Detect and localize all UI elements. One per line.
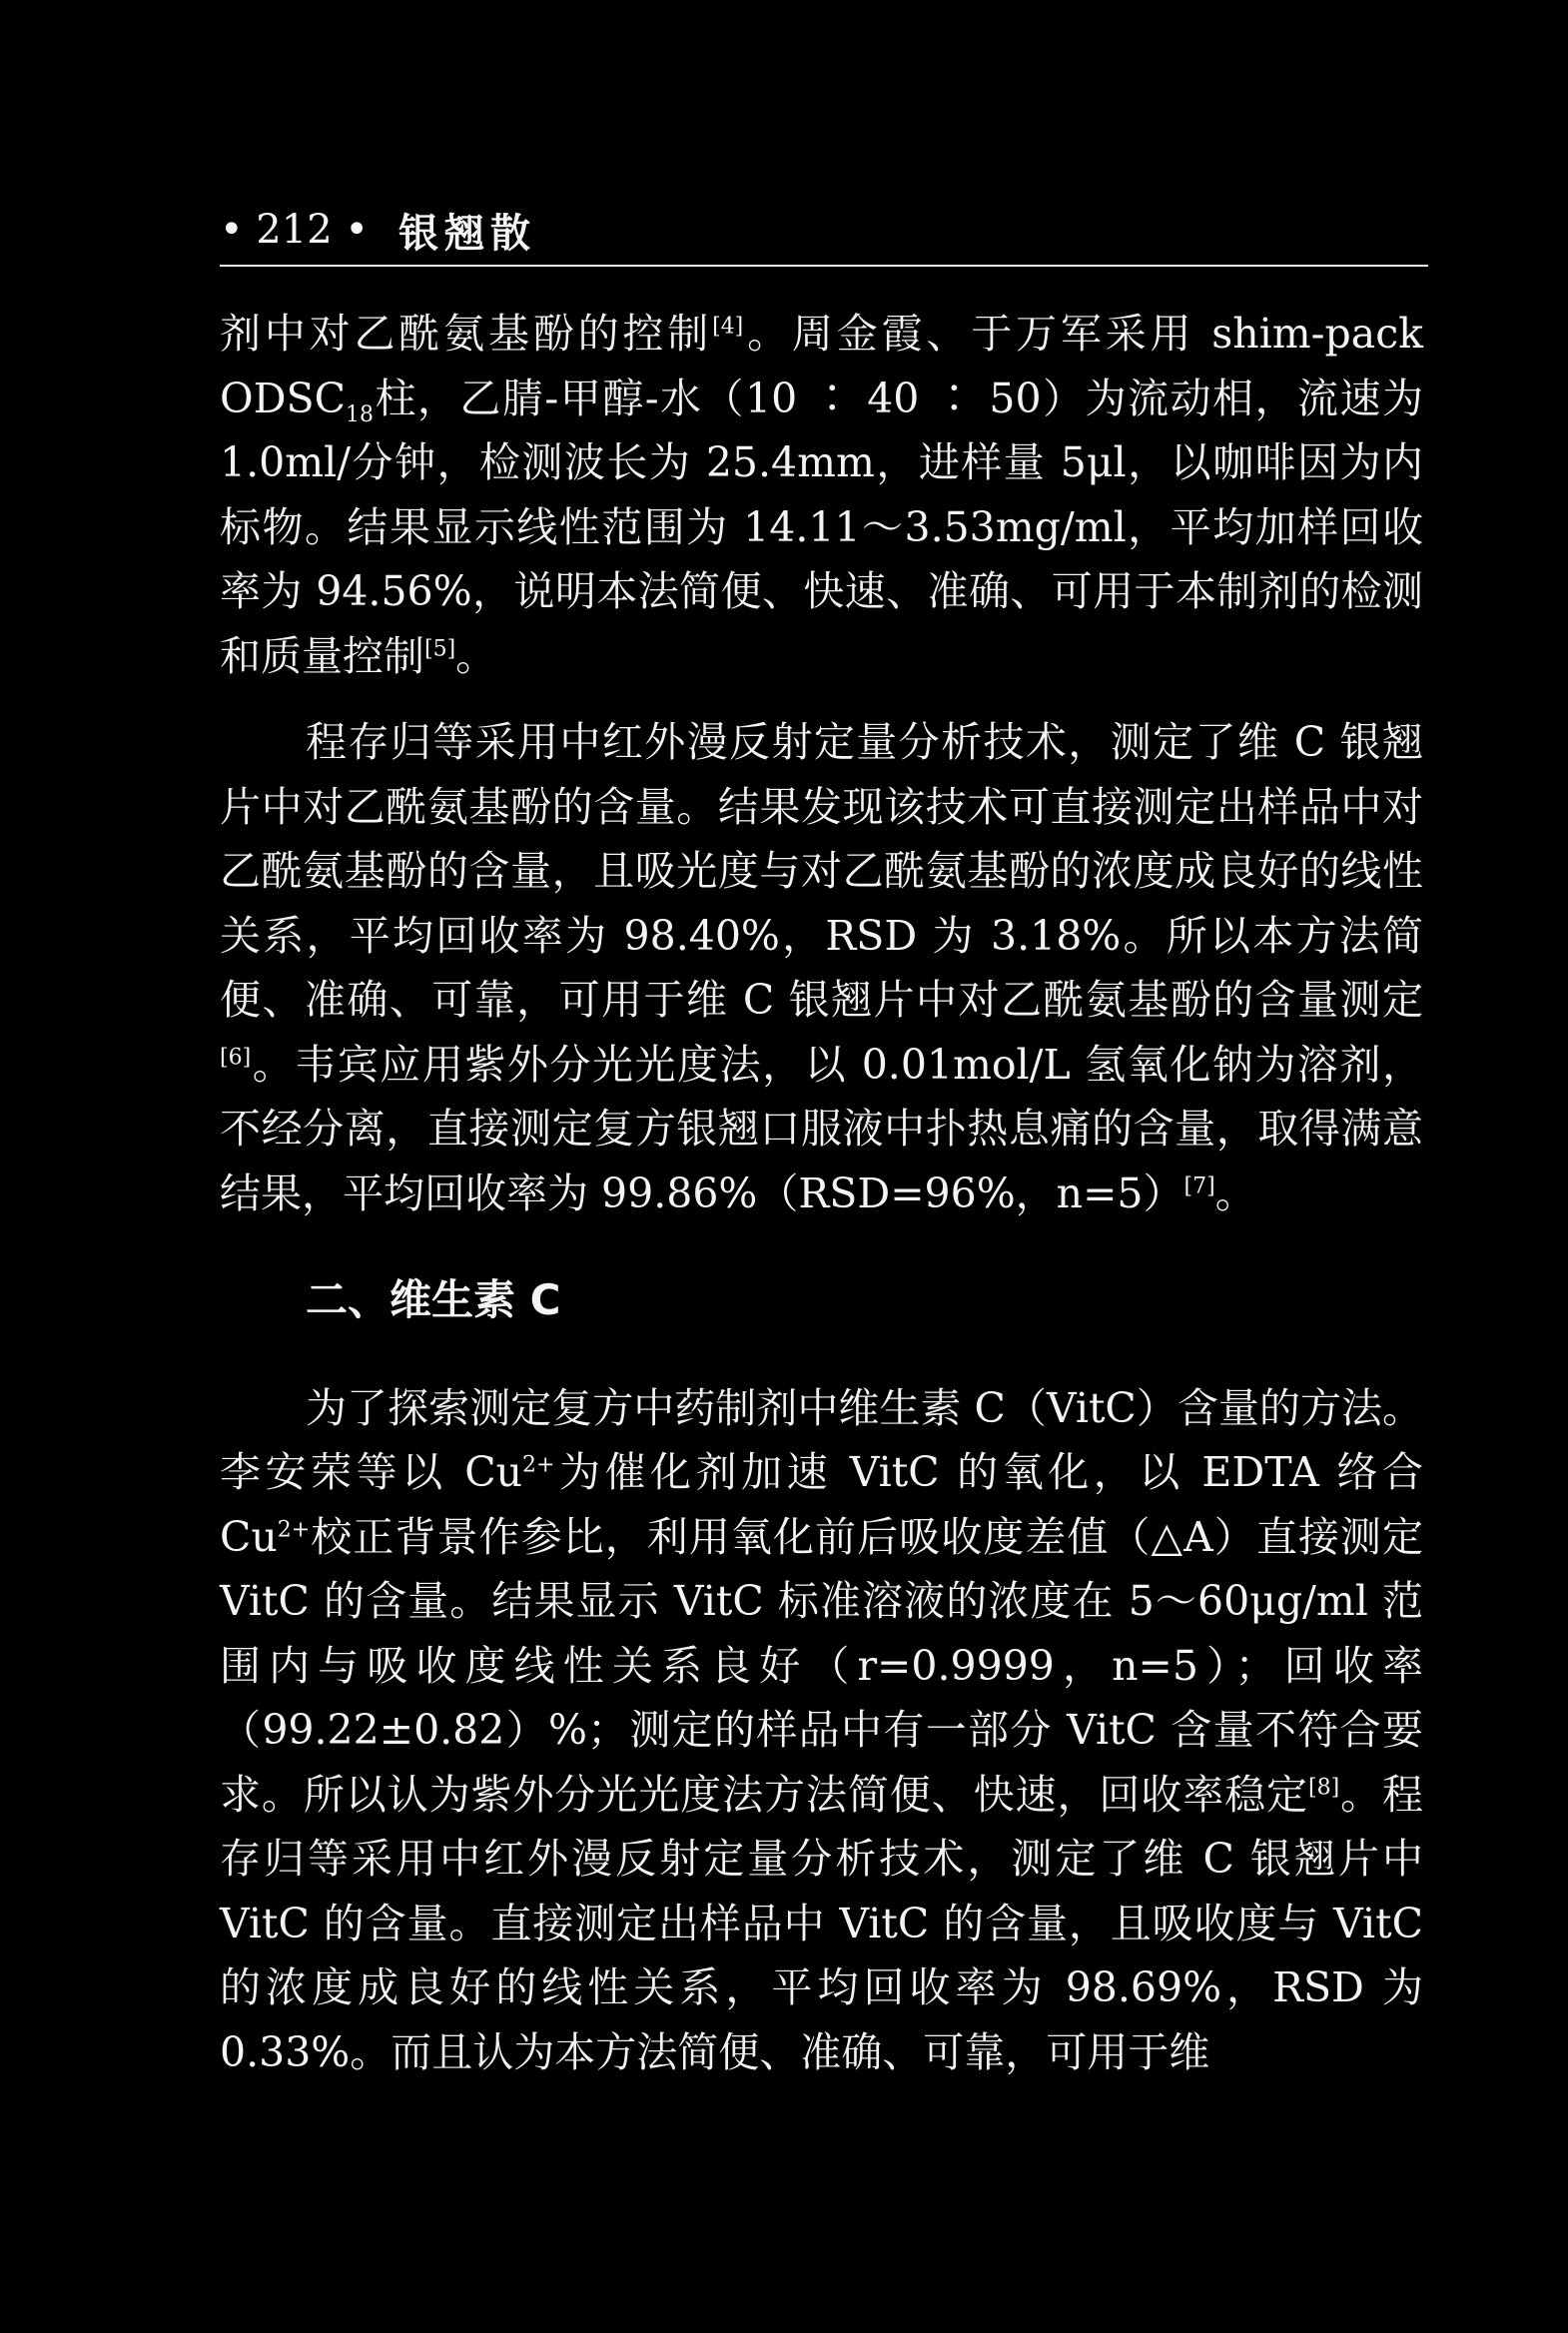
citation-5: [5] xyxy=(424,635,456,661)
paragraph-2 xyxy=(220,710,1423,1225)
paragraph-1 xyxy=(220,302,1423,688)
paragraph-3-text-1: 为了探索测定复方中药制剂中维生素 C（VitC）含量的方法。李安荣等以 Cu xyxy=(220,1383,1423,1496)
paragraph-2-text-3: 。 xyxy=(1214,1168,1256,1217)
citation-8: [8] xyxy=(1307,1774,1340,1800)
paragraph-3-text-2: 为催化剂加速 VitC 的氧化，以 EDTA 络合 Cu xyxy=(220,1448,1423,1561)
paragraph-1-text-1: 剂中对乙酰氨基酚的控制 xyxy=(220,310,713,358)
paragraph-2-text-1: 程存归等采用中红外漫反射定量分析技术，测定了维 C 银翘片中对乙酰氨基酚的含量。结果发现该技术可直接测定出样品中对乙酰氨基酚的含量，且吸光度与对乙酰氨基酚的浓度成良好的线性关系，平均回收率为 98.40%，RSD 为 3.18%。所以本方法简便、准确、可靠，可用于维 C 银翘片中对乙酰氨基酚的含量测定 xyxy=(220,718,1423,1024)
paragraph-2-text-2: 。韦宾应用紫外分光光度法，以 0.01mol/L 氢氧化钠为溶剂，不经分离，直接测定复方银翘口服液中扑热息痛的含量，取得满意结果，平均回收率为 99.86%（RSD=96%，n=5） xyxy=(220,1040,1423,1217)
page-number: • 212 • xyxy=(220,207,369,253)
header-rule xyxy=(220,265,1428,267)
subscript-18: 18 xyxy=(345,401,374,427)
superscript-charge-1: 2+ xyxy=(522,1452,555,1478)
citation-6: [6] xyxy=(220,1044,252,1070)
citation-7: [7] xyxy=(1183,1172,1215,1198)
citation-4: [4] xyxy=(712,314,744,340)
page-header xyxy=(220,200,1428,260)
paragraph-3-text-3: 校正背景作参比，利用氧化前后吸收度差值（△A）直接测定 VitC 的含量。结果显示 VitC 标准溶液的浓度在 5～60μg/ml 范围内与吸收度线性关系良好（r=0.9999，n=5）；回收率（99.22±0.82）%；测定的样品中有一部分 VitC 含量不符合要求。所以认为紫外分光光度法方法简便、快速，回收率稳定 xyxy=(220,1512,1423,1819)
paragraph-3-text-4: 。程存归等采用中红外漫反射定量分析技术，测定了维 C 银翘片中 VitC 的含量。直接测定出样品中 VitC 的含量，且吸收度与 VitC 的浓度成良好的线性关系，平均回收率为 98.69%，RSD 为 0.33%。而且认为本方法简便、准确、可靠，可用于维 xyxy=(220,1770,1424,2076)
body-text xyxy=(220,302,1423,2084)
paragraph-1-text-3: 柱，乙腈-甲醇-水（10 ∶ 40 ∶ 50）为流动相，流速为 1.0ml/分钟，检测波长为 25.4mm，进样量 5μl，以咖啡因为内标物。结果显示线性范围为 14.11～3.53mg/ml，平均加样回收率为 94.56%，说明本法简便、快速、准确、可用于本制剂的检测和质量控制 xyxy=(220,374,1423,680)
paragraph-1-text-4: 。 xyxy=(455,631,497,680)
book-title: 银翘散 xyxy=(397,209,536,257)
paragraph-3 xyxy=(220,1376,1423,2085)
paragraph-1-text-2: 。周金霞、于万军采用 shim-pack ODSC xyxy=(220,310,1423,422)
section-heading: 二、维生素 C xyxy=(306,1275,561,1324)
superscript-charge-2: 2+ xyxy=(277,1516,311,1542)
